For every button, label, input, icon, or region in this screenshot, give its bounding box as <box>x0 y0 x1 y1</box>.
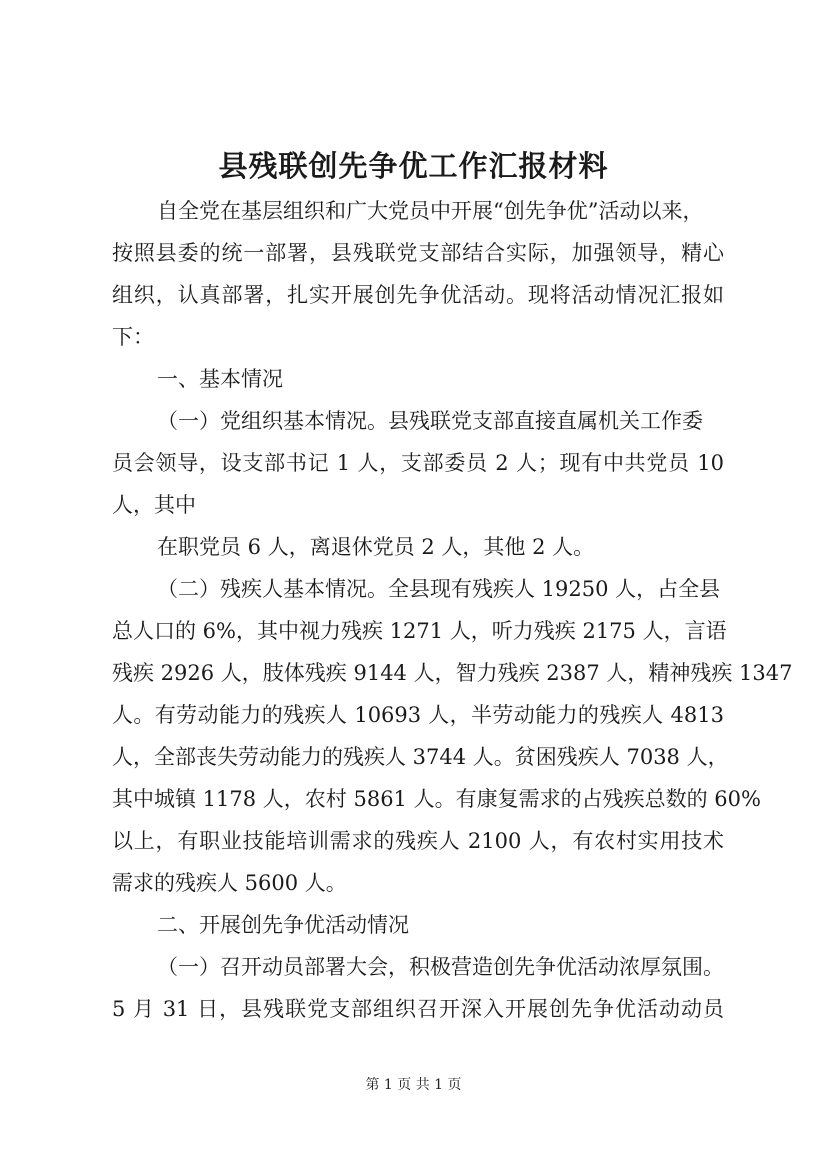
section-heading: 二、开展创先争优活动情况 <box>157 913 409 937</box>
paragraph-line: （一）党组织基本情况。县残联党支部直接直属机关工作委 <box>157 409 703 433</box>
paragraph-line: 人，全部丧失劳动能力的残疾人 3744 人。贫困残疾人 7038 人， <box>112 745 729 769</box>
paragraph-line: 以上，有职业技能培训需求的残疾人 2100 人，有农村实用技术 <box>112 829 724 853</box>
paragraph-line: 5 月 31 日，县残联党支部组织召开深入开展创先争优活动动员 <box>112 997 724 1021</box>
paragraph-line: 组织，认真部署，扎实开展创先争优活动。现将活动情况汇报如 <box>112 283 724 307</box>
paragraph-line: 人。有劳动能力的残疾人 10693 人，半劳动能力的残疾人 4813 <box>112 703 724 727</box>
paragraph-line: 需求的残疾人 5600 人。 <box>112 871 347 895</box>
paragraph-line: （二）残疾人基本情况。全县现有残疾人 19250 人，占全县 <box>157 577 721 601</box>
paragraph-line: （一）召开动员部署大会，积极营造创先争优活动浓厚氛围。 <box>157 955 724 979</box>
document-title: 县残联创先争优工作汇报材料 <box>218 149 609 183</box>
section-heading: 一、基本情况 <box>157 367 283 391</box>
paragraph-line: 员会领导，设支部书记 1 人，支部委员 2 人；现有中共党员 10 <box>112 451 724 475</box>
paragraph-line: 人，其中 <box>112 493 196 517</box>
paragraph-line: 在职党员 6 人，离退休党员 2 人，其他 2 人。 <box>157 535 595 559</box>
paragraph-line: 按照县委的统一部署，县残联党支部结合实际，加强领导，精心 <box>112 241 724 265</box>
page-footer: 第 1 页 共 1 页 <box>365 1077 462 1093</box>
paragraph-line: 残疾 2926 人，肢体残疾 9144 人，智力残疾 2387 人，精神残疾 1347 <box>112 661 793 685</box>
paragraph-line: 总人口的 6%，其中视力残疾 1271 人，听力残疾 2175 人，言语 <box>112 619 727 643</box>
paragraph-line: 下： <box>112 325 154 349</box>
paragraph-line: 其中城镇 1178 人，农村 5861 人。有康复需求的占残疾总数的 60% <box>112 787 761 811</box>
paragraph-line: 自全党在基层组织和广大党员中开展“创先争优”活动以来， <box>157 199 704 223</box>
